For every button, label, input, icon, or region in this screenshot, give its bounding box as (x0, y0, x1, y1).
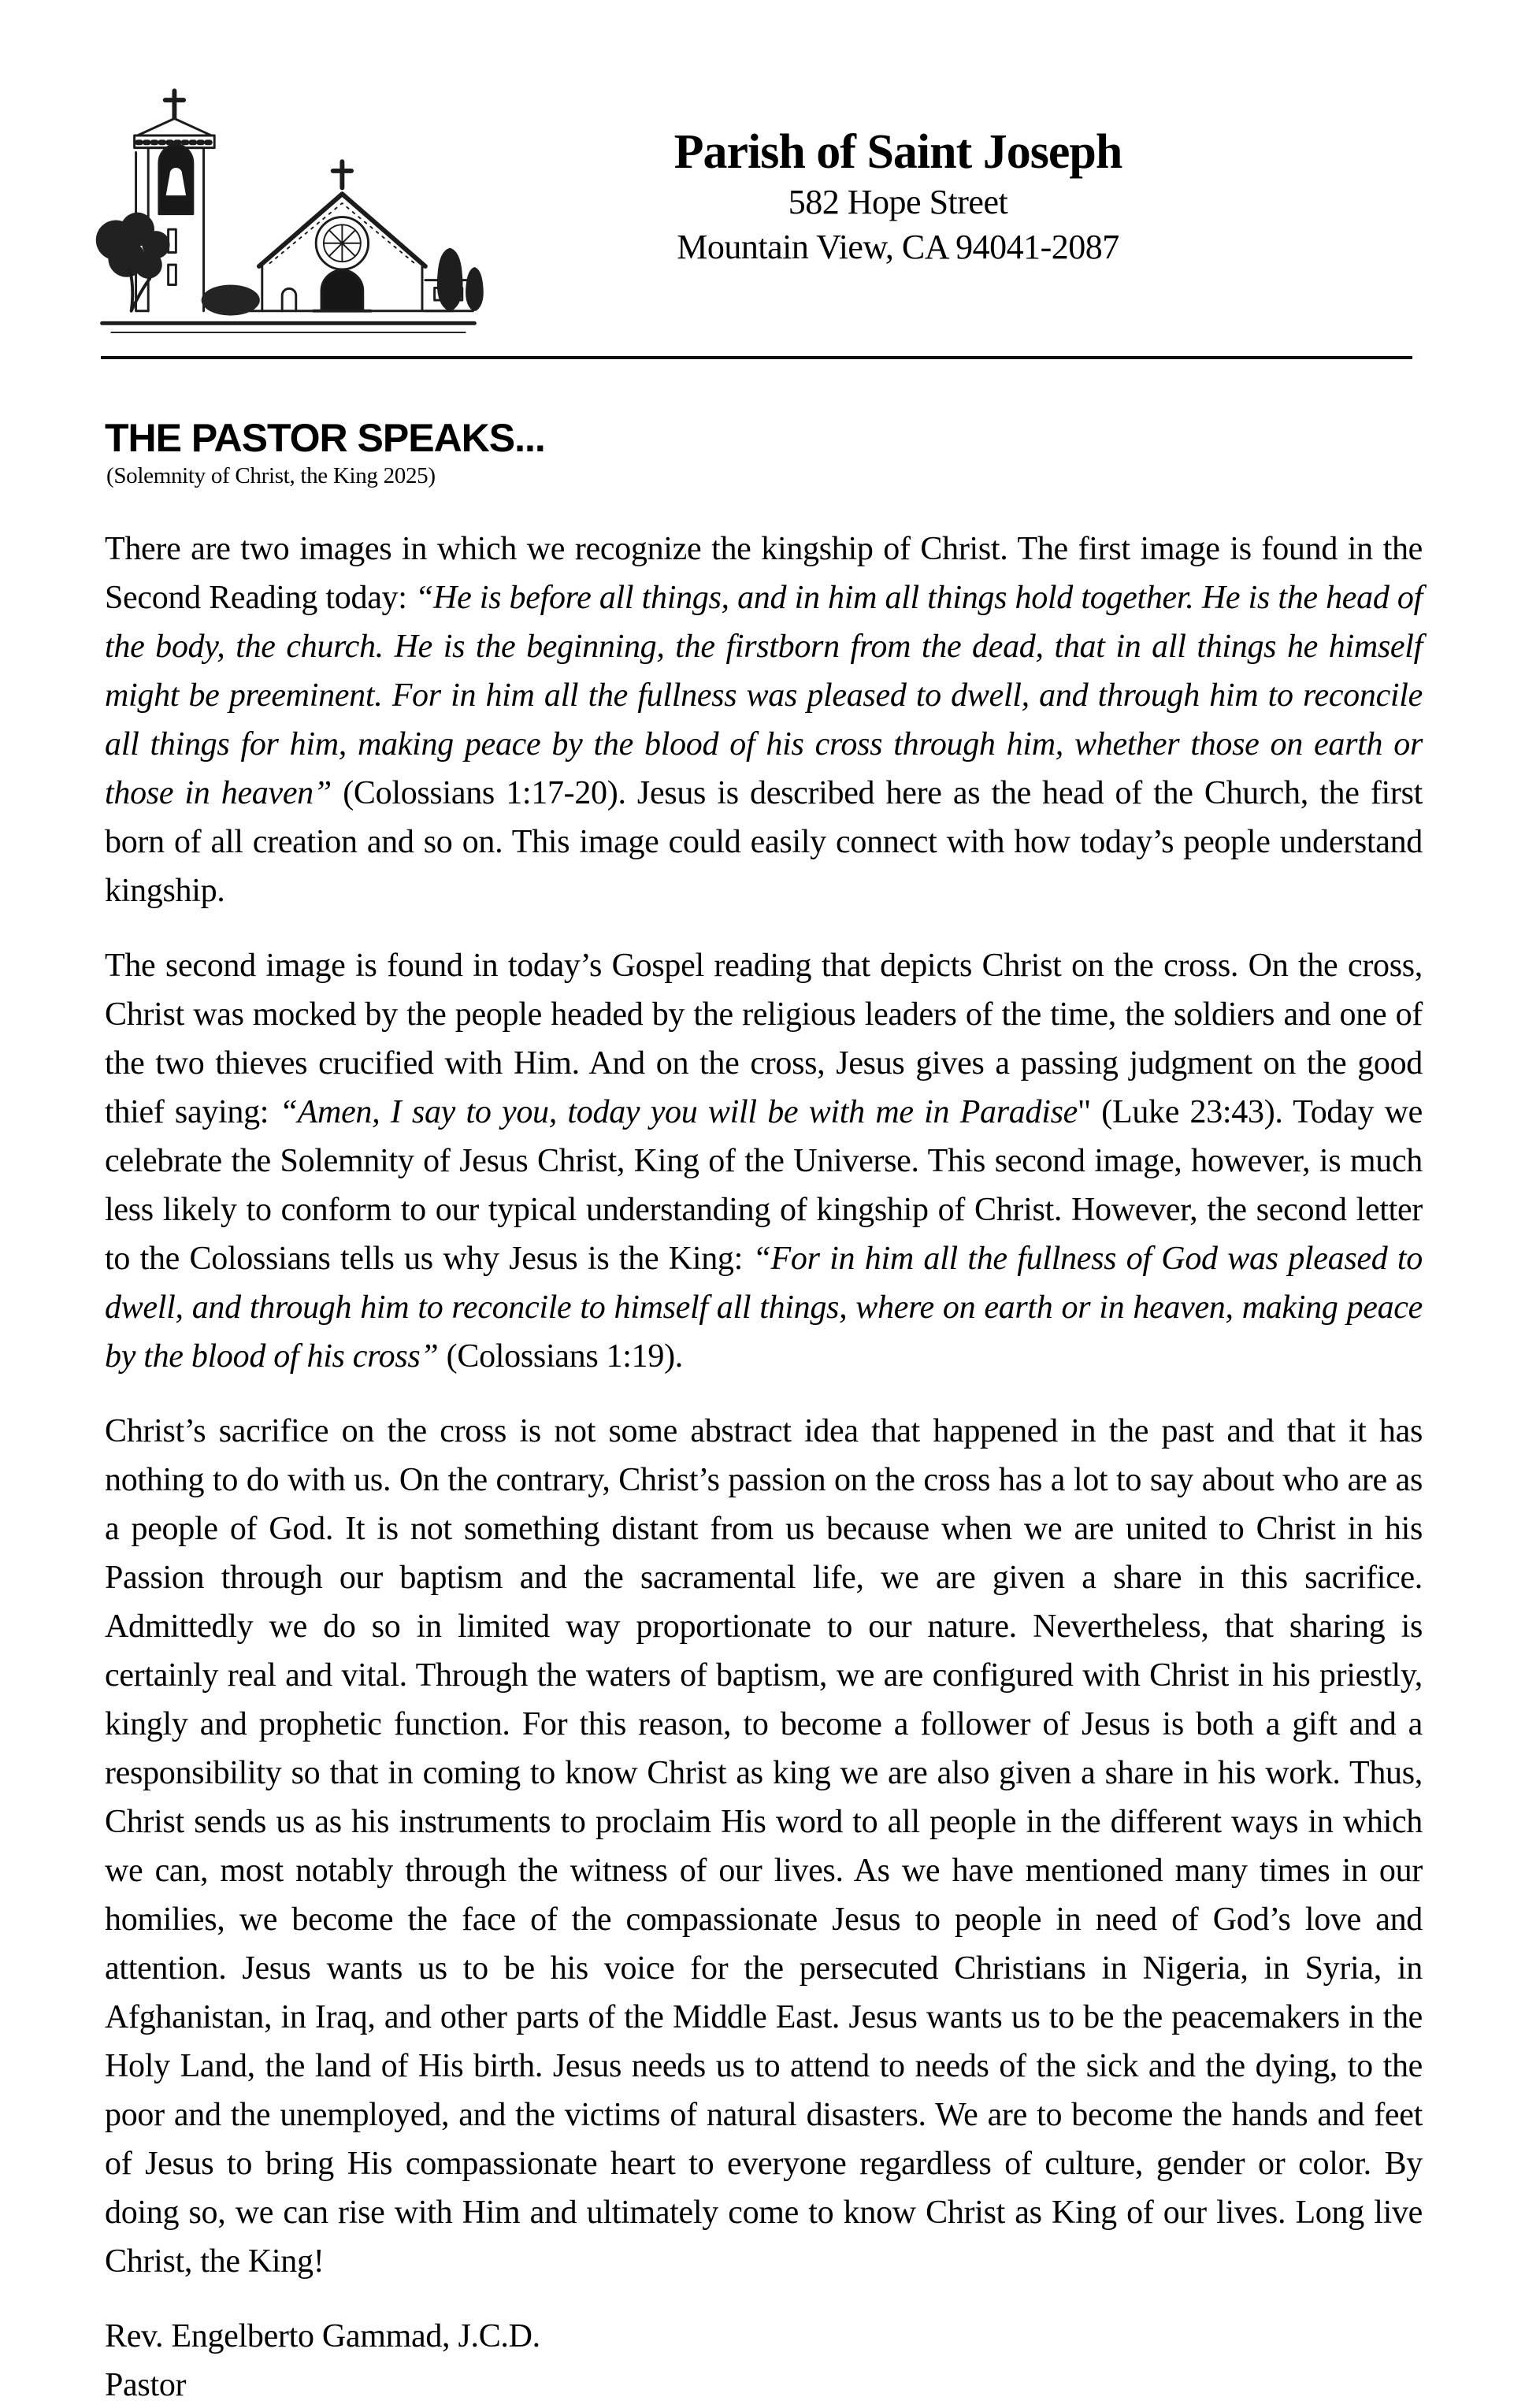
scripture-quote: “For in him all the fullness of God was pleased to dwell, and through him to reconcile to himself all things, where on earth or in heaven, making peace by the blood of his cross” (105, 1241, 1423, 1375)
article-subtitle: (Solemnity of Christ, the King 2025) (106, 463, 436, 488)
signature-block (105, 2312, 1423, 2408)
header-divider (101, 356, 1412, 359)
address-line-2: Mountain View, CA 94041-2087 (677, 228, 1119, 266)
header-text-block (504, 124, 1292, 269)
article-title: THE PASTOR SPEAKS... (105, 416, 545, 460)
church-icon (88, 52, 488, 351)
text-run: Christ’s sacrifice on the cross is not some abstract idea that happened in the past and that it has nothing to do with us. On the contrary, Christ’s passion on the cross has a lot to say about who are as a people of God. It is not something distant from us because when we are united to Christ in his Passion through our baptism and the sacramental life, we are given a share in this sacrifice. Admittedly we do so in limited way proportionate to our nature. Nevertheless, that sharing is certainly real and vital. Through the waters of baptism, we are configured with Christ in his priestly, kingly and prophetic function. For this reason, to become a follower of Jesus is both a gift and a responsibility so that in coming to know Christ as king we are also given a share in his work. Thus, Christ sends us as his instruments to proclaim His word to all people in the different ways in which we can, most notably through the witness of our lives. As we have mentioned many times in our homilies, we become the face of the compassionate Jesus to people in need of God’s love and attention. Jesus wants us to be his voice for the persecuted Christians in Nigeria, in Syria, in Afghanistan, in Iraq, and other parts of the Middle East. Jesus wants us to be the peacemakers in the Holy Land, the land of His birth. Jesus needs us to attend to needs of the sick and the dying, to the poor and the unemployed, and the victims of natural disasters. We are to become the hands and feet of Jesus to bring His compassionate heart to everyone regardless of culture, gender or color. By doing so, we can rise with Him and ultimately come to know Christ as King of our lives. Long live Christ, the King! (105, 1413, 1423, 2280)
text-run: (Colossians 1:17-20). Jesus is described here as the head of the Church, the first born of all creation and so on. This image could easily connect with how today’s people understand kingship. (105, 775, 1423, 909)
address-line-1: 582 Hope Street (788, 183, 1008, 221)
body-paragraph (105, 525, 1423, 915)
signature-role: Pastor (105, 2367, 187, 2403)
church-name: Parish of Saint Joseph (673, 125, 1122, 179)
body-paragraph (105, 1407, 1423, 2286)
text-run: There are two images in which we recognize the kingship of Christ. The first image is found in the Second Reading today: (105, 531, 1423, 616)
article-body (105, 525, 1423, 2286)
scripture-quote: “Amen, I say to you, today you will be with me in Paradise (279, 1094, 1078, 1130)
church-logo (88, 52, 488, 351)
body-paragraph (105, 941, 1423, 1381)
signature-name: Rev. Engelberto Gammad, J.C.D. (105, 2318, 540, 2354)
scripture-quote: “He is before all things, and in him all things hold together. He is the head of the body, the church. He is the beginning, the firstborn from the dead, that in all things he himself might be preeminent. For in him all the fullness was pleased to dwell, and through him to reconcile all things for him, making peace by the blood of his cross through him, whether those on earth or those in heaven” (105, 580, 1423, 811)
text-run: The second image is found in today’s Gospel reading that depicts Christ on the cross. On the cross, Christ was mocked by the people headed by the religious leaders of the time, the soldiers and one of the two thieves crucified with Him. And on the cross, Jesus gives a passing judgment on the good thief saying: (105, 948, 1423, 1130)
pastor-article (105, 416, 1423, 2408)
text-run: " (Luke 23:43). Today we celebrate the Solemnity of Jesus Christ, King of the Universe. This second image, however, is much less likely to conform to our typical understanding of kingship of Christ. However, the second letter to the Colossians tells us why Jesus is the King: (105, 1094, 1423, 1277)
text-run: (Colossians 1:19). (438, 1338, 683, 1375)
